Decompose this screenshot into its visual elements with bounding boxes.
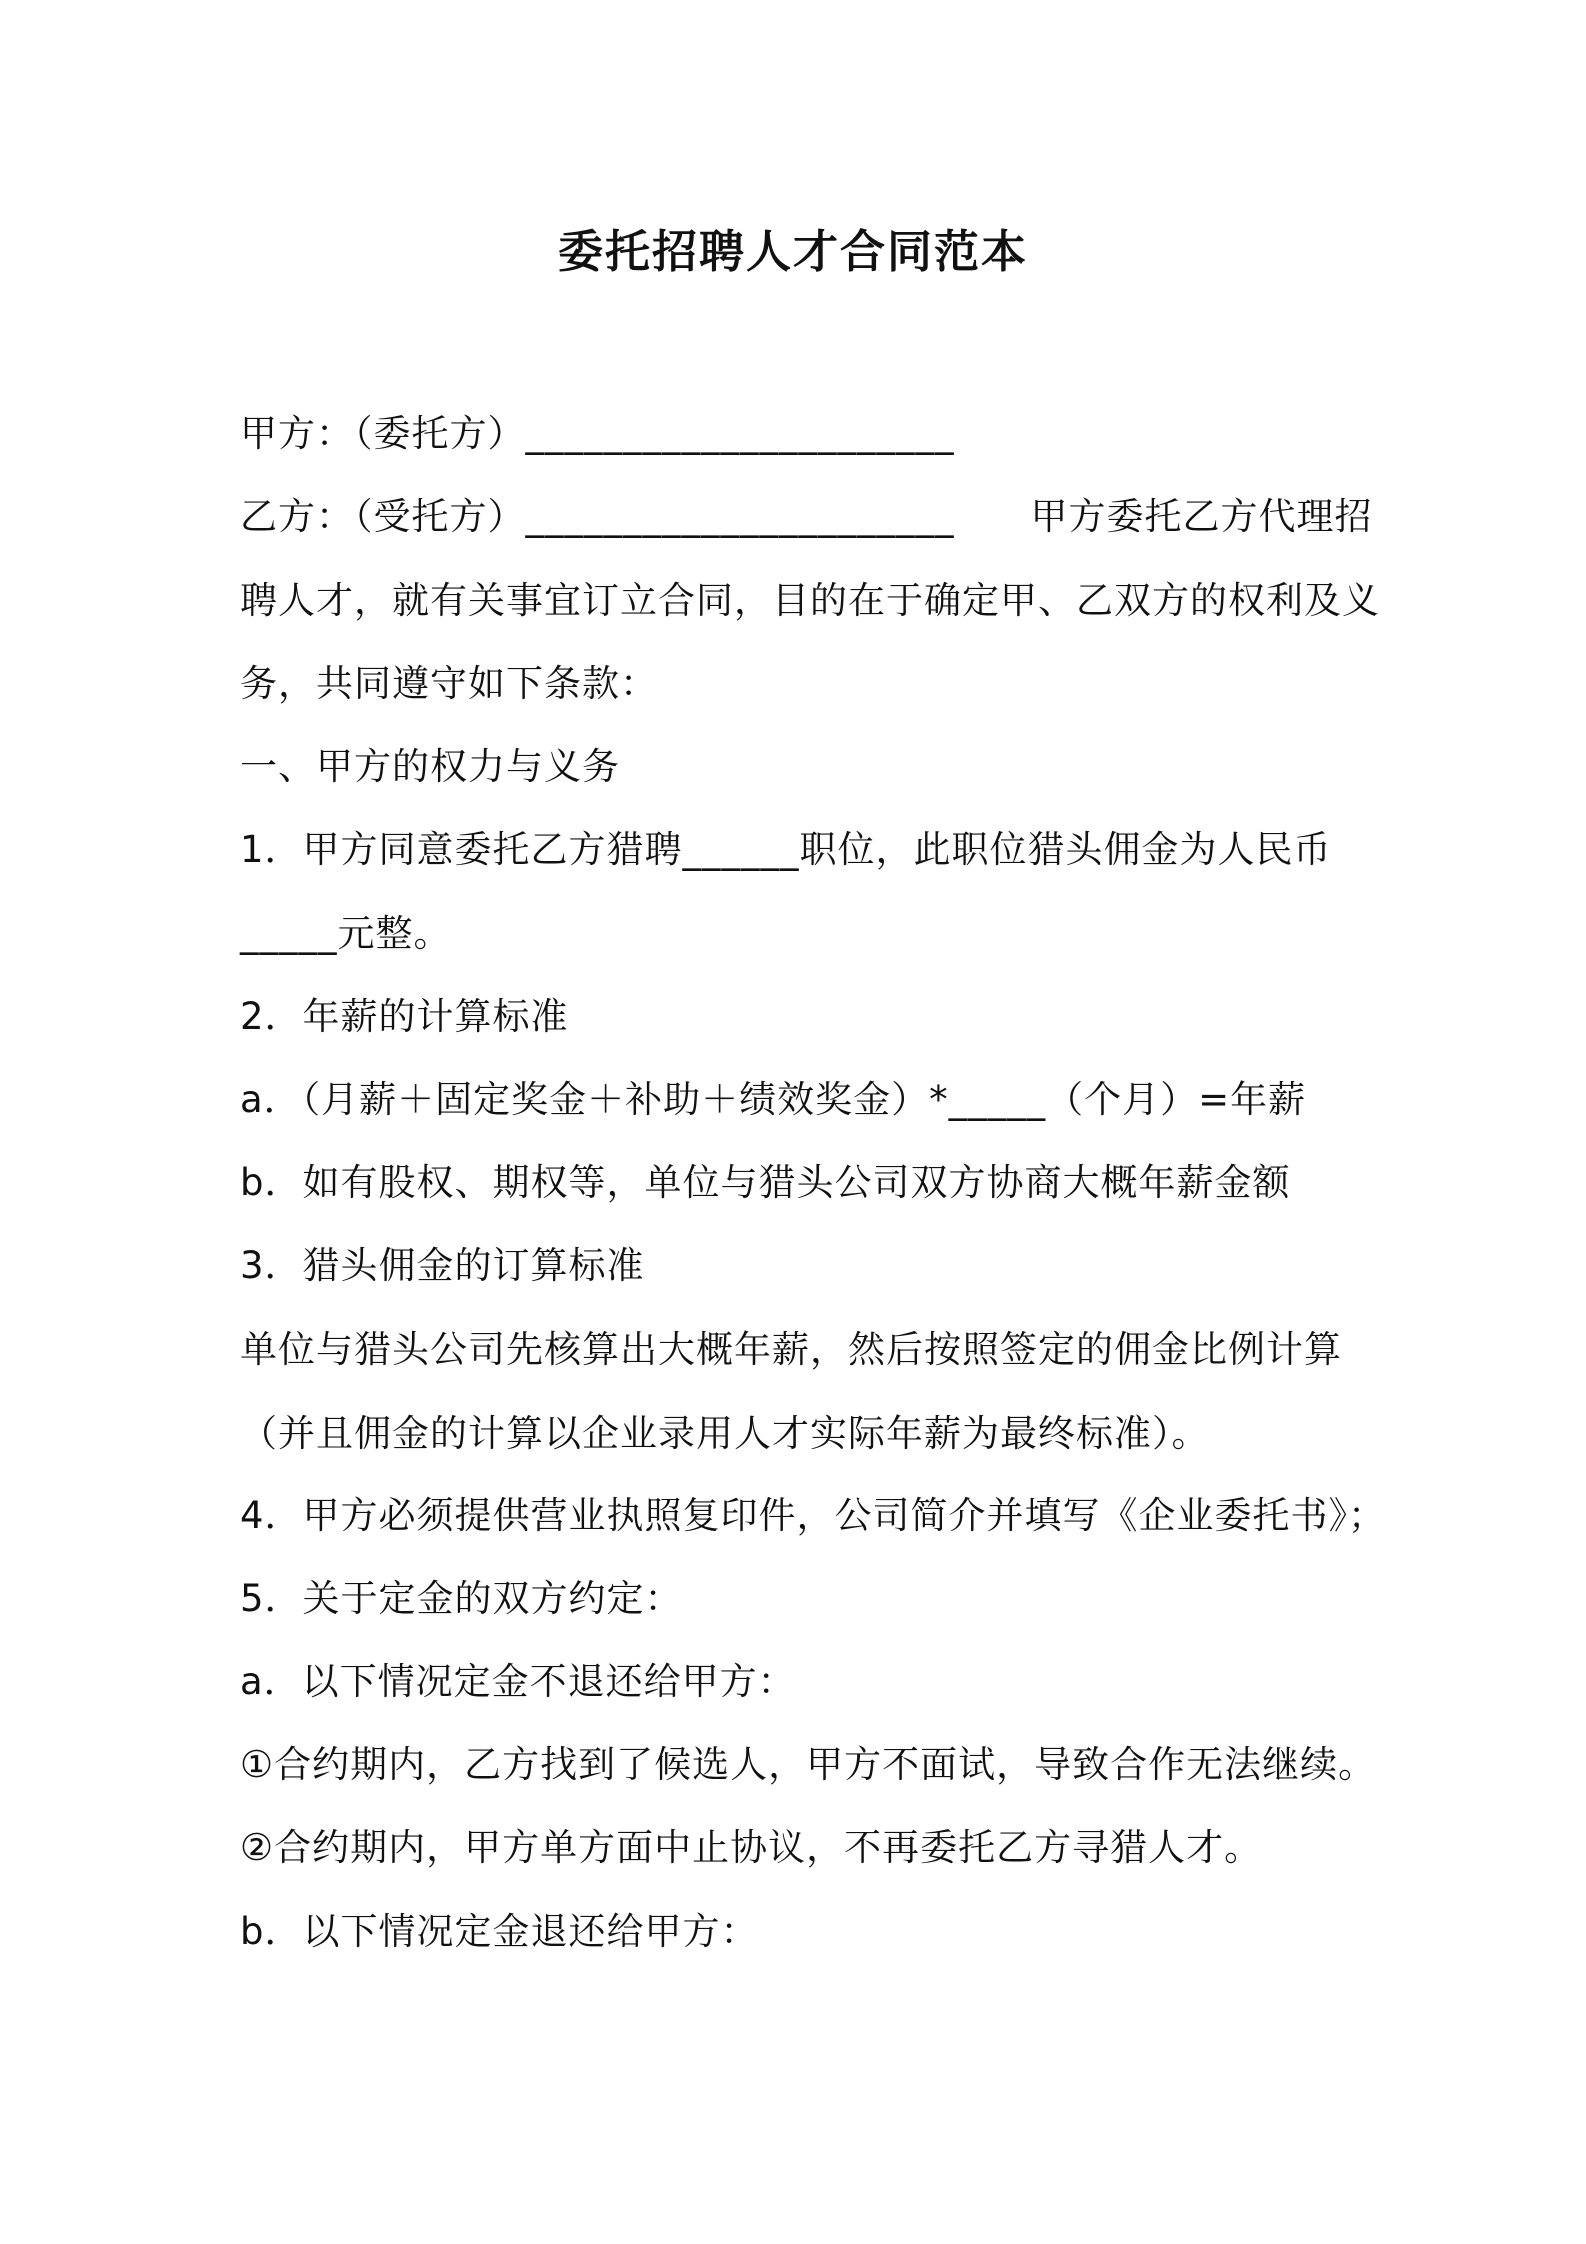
party-b-tail: 甲方委托乙方代理招 xyxy=(1030,495,1373,538)
item-4: 4．甲方必须提供营业执照复印件，公司简介并填写《企业委托书》； xyxy=(240,1494,1387,1537)
item-5a-2: ②合约期内，甲方单方面中止协议，不再委托乙方寻猎人才。 xyxy=(240,1826,1263,1869)
item-3-heading: 3．猎头佣金的订算标准 xyxy=(240,1244,645,1287)
intro-line-2: 聘人才，就有关事宜订立合同，目的在于确定甲、乙双方的权利及义 xyxy=(240,579,1380,622)
party-b-label: 乙方：（受托方）______________________ xyxy=(240,495,955,538)
item-2b: b．如有股权、期权等，单位与猎头公司双方协商大概年薪金额 xyxy=(240,1161,1291,1204)
party-b-line xyxy=(240,493,1373,541)
item-5a-1: ①合约期内，乙方找到了候选人，甲方不面试，导致合作无法继续。 xyxy=(240,1743,1377,1786)
section-1-heading: 一、甲方的权力与义务 xyxy=(240,745,620,788)
document-title: 委托招聘人才合同范本 xyxy=(557,225,1028,278)
item-3-line-1: 单位与猎头公司先核算出大概年薪，然后按照签定的佣金比例计算 xyxy=(240,1328,1342,1371)
item-1-line-1: 1．甲方同意委托乙方猎聘______职位，此职位猎头佣金为人民币 xyxy=(240,828,1332,871)
item-5b: b．以下情况定金退还给甲方： xyxy=(240,1910,759,1953)
item-1-line-2: _____元整。 xyxy=(240,912,452,955)
intro-line-3: 务，共同遵守如下条款： xyxy=(240,662,658,705)
item-5-heading: 5．关于定金的双方约定： xyxy=(240,1577,683,1620)
item-2a: a．（月薪＋固定奖金＋补助＋绩效奖金）*_____（个月）=年薪 xyxy=(240,1078,1307,1121)
party-a-line: 甲方：（委托方）______________________ xyxy=(240,412,955,455)
item-3-line-2: （并且佣金的计算以企业录用人才实际年薪为最终标准）。 xyxy=(240,1412,1210,1455)
item-2-heading: 2．年薪的计算标准 xyxy=(240,995,569,1038)
item-5a: a．以下情况定金不退还给甲方： xyxy=(240,1660,796,1703)
